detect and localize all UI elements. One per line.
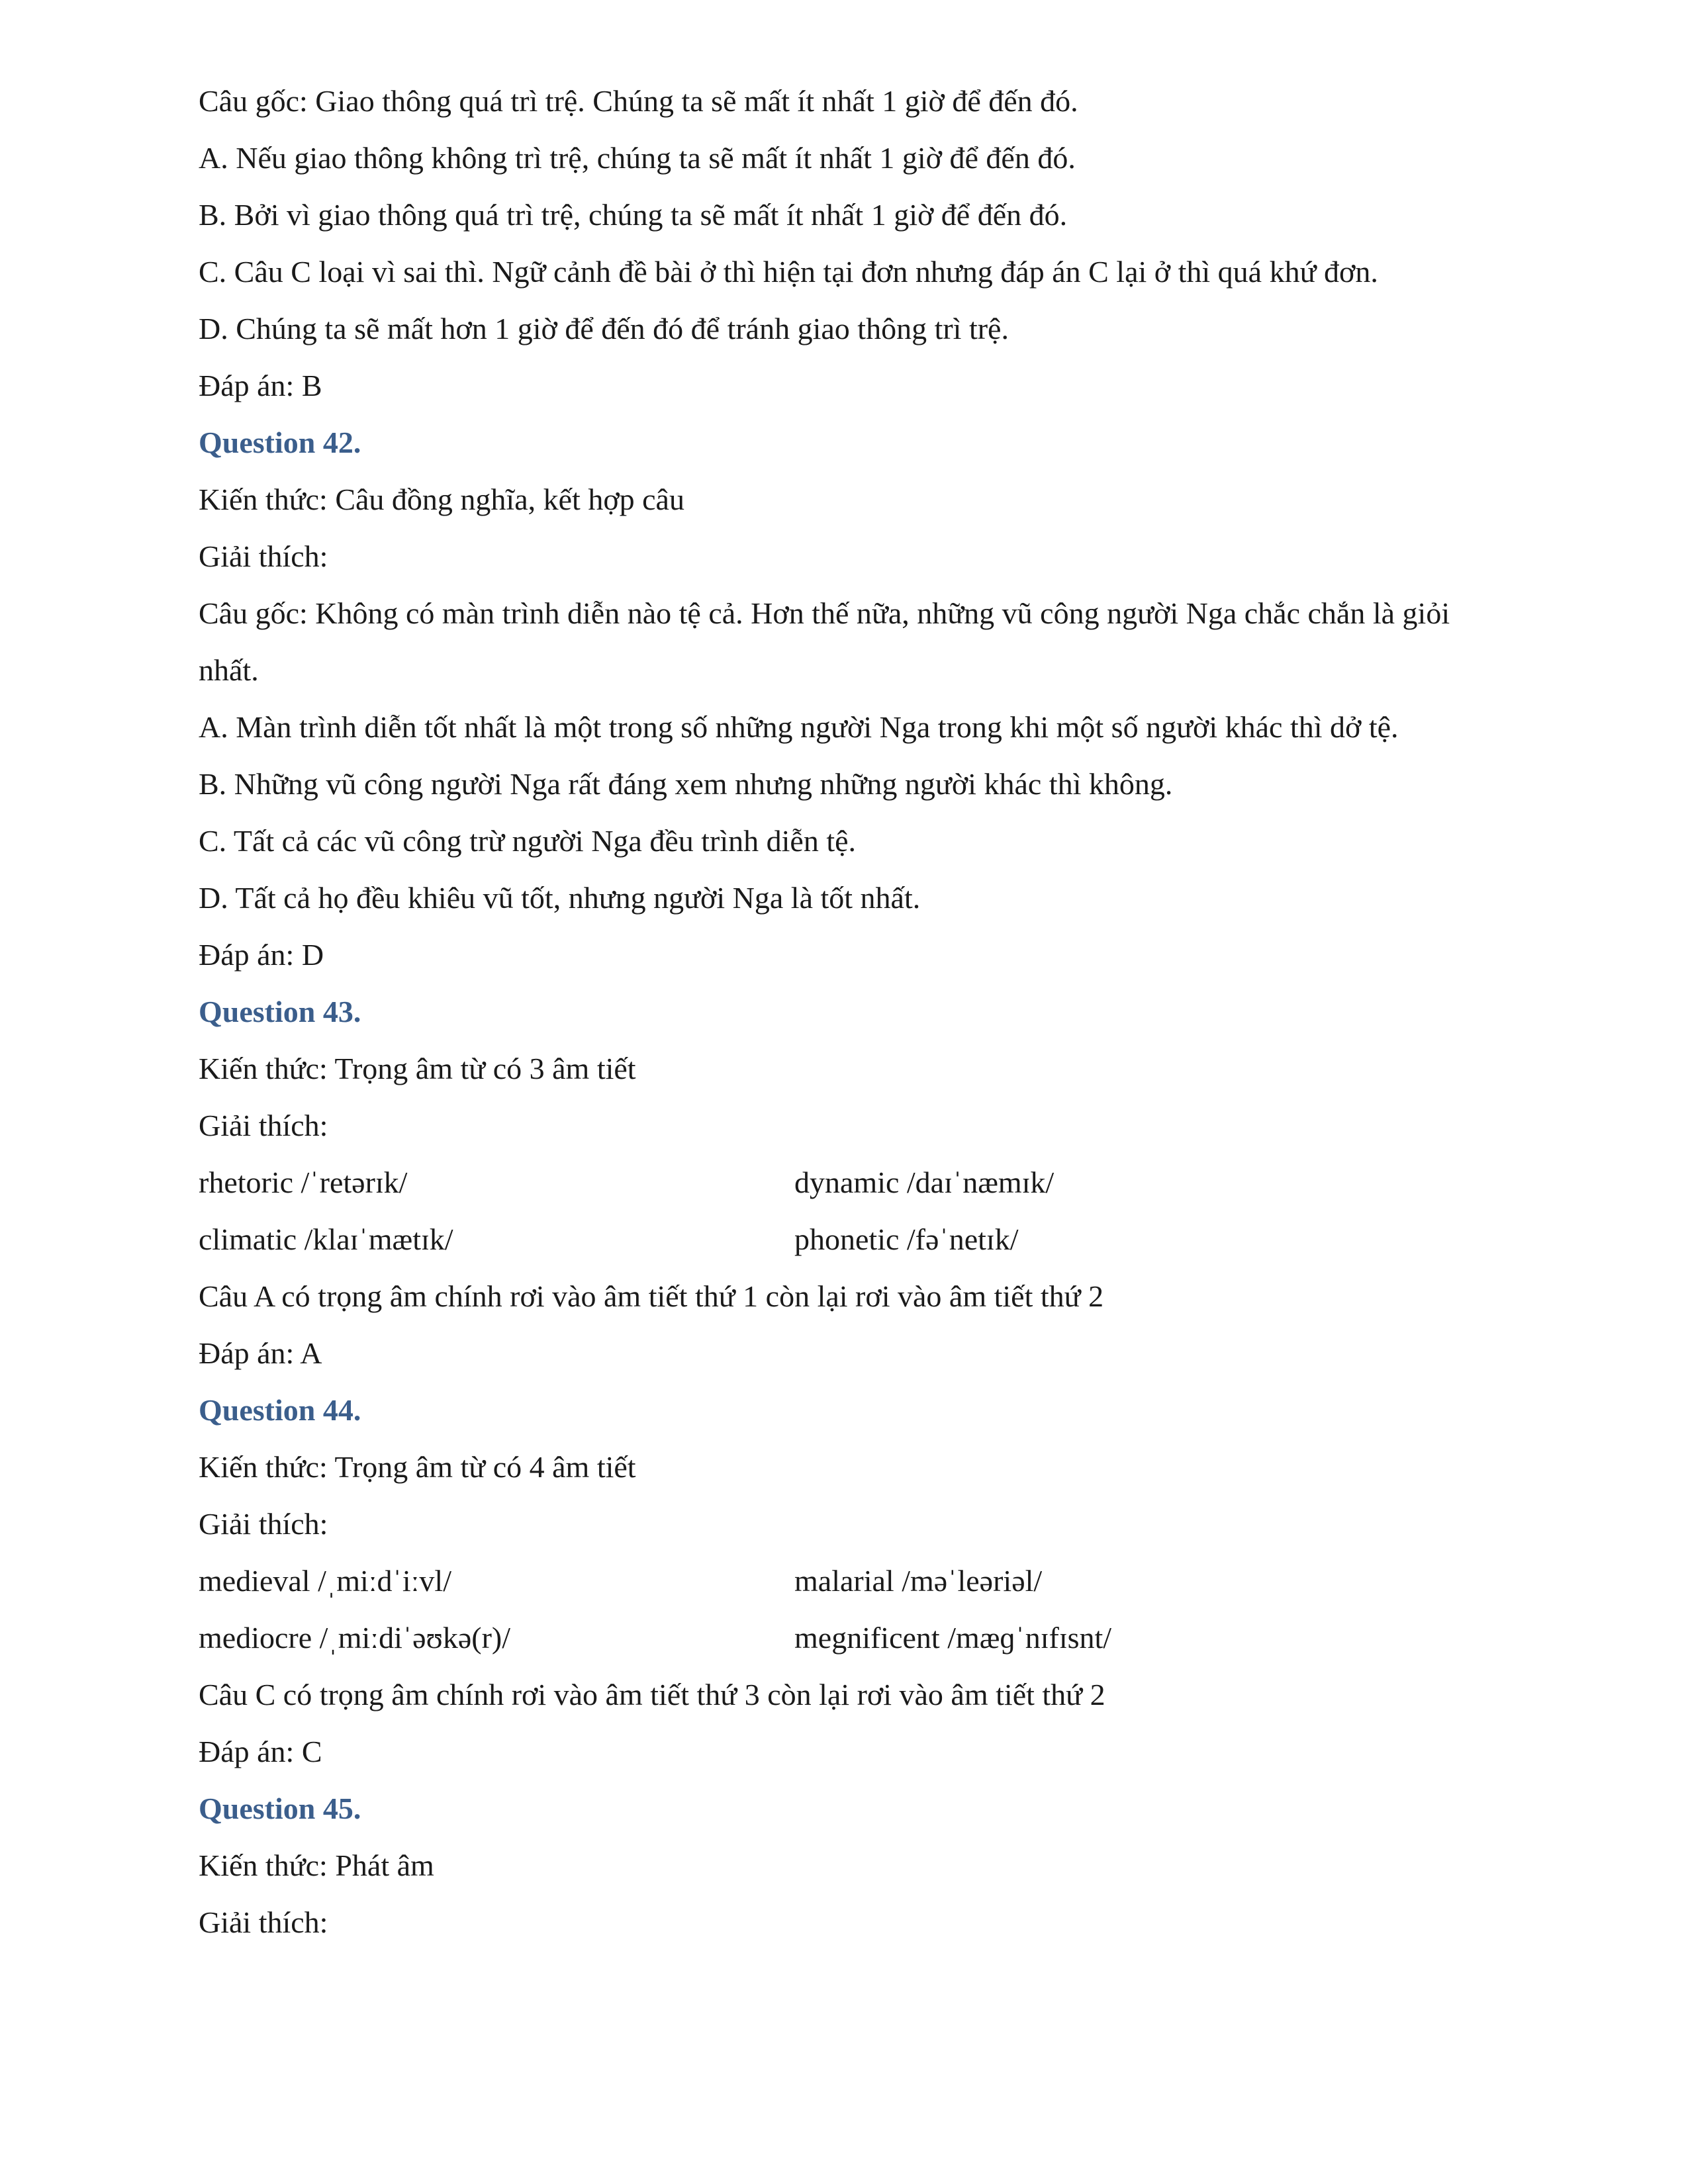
intro-answer: Đáp án: B <box>199 369 322 402</box>
intro-option-c: C. Câu C loại vì sai thì. Ngữ cảnh đề bài ở thì hiện tại đơn nhưng đáp án C lại ở thì quá khứ đơn. <box>199 255 1378 289</box>
q44-word-b: malarial /məˈleəriəl/ <box>794 1564 1043 1598</box>
q43-word-c: climatic /klaɪˈmætɪk/ <box>199 1222 453 1256</box>
q42-knowledge: Kiến thức: Câu đồng nghĩa, kết hợp câu <box>199 482 684 516</box>
question-42-heading: Question 42. <box>199 426 361 459</box>
question-43-heading: Question 43. <box>199 995 361 1028</box>
q42-answer: Đáp án: D <box>199 938 324 972</box>
q44-word-c: mediocre /ˌmiːdiˈəʊkə(r)/ <box>199 1621 510 1655</box>
q44-knowledge: Kiến thức: Trọng âm từ có 4 âm tiết <box>199 1450 636 1484</box>
q42-explain-label: Giải thích: <box>199 539 328 573</box>
q43-word-b: dynamic /daɪˈnæmɪk/ <box>794 1165 1055 1199</box>
q43-answer: Đáp án: A <box>199 1336 322 1370</box>
intro-source-sentence: Câu gốc: Giao thông quá trì trệ. Chúng ta sẽ mất ít nhất 1 giờ để đến đó. <box>199 84 1078 118</box>
q45-explain-label: Giải thích: <box>199 1905 328 1939</box>
q43-word-row <box>199 1211 1523 1268</box>
q42-option-a: A. Màn trình diễn tốt nhất là một trong số những người Nga trong khi một số người khác thì dở tệ. <box>199 710 1399 744</box>
q43-word-d: phonetic /fəˈnetɪk/ <box>794 1222 1019 1256</box>
intro-option-a: A. Nếu giao thông không trì trệ, chúng ta sẽ mất ít nhất 1 giờ để đến đó. <box>199 141 1076 175</box>
q42-option-b: B. Những vũ công người Nga rất đáng xem nhưng những người khác thì không. <box>199 767 1173 801</box>
q45-knowledge: Kiến thức: Phát âm <box>199 1848 434 1882</box>
q42-option-c: C. Tất cả các vũ công trừ người Nga đều trình diễn tệ. <box>199 824 857 858</box>
q43-word-row <box>199 1154 1523 1211</box>
question-44-heading: Question 44. <box>199 1393 361 1427</box>
q43-word-a: rhetoric /ˈretərɪk/ <box>199 1165 408 1199</box>
q43-explain-label: Giải thích: <box>199 1109 328 1142</box>
q43-knowledge: Kiến thức: Trọng âm từ có 3 âm tiết <box>199 1052 636 1085</box>
q44-word-row <box>199 1610 1523 1666</box>
document-body <box>199 73 1523 1951</box>
q44-explain-label: Giải thích: <box>199 1507 328 1541</box>
intro-option-b: B. Bởi vì giao thông quá trì trệ, chúng ta sẽ mất ít nhất 1 giờ để đến đó. <box>199 198 1068 232</box>
q42-source-sentence: Câu gốc: Không có màn trình diễn nào tệ cả. Hơn thế nữa, những vũ công người Nga chắc chắn là giỏi nhất. <box>199 596 1450 687</box>
q44-answer: Đáp án: C <box>199 1735 322 1768</box>
q44-note: Câu C có trọng âm chính rơi vào âm tiết thứ 3 còn lại rơi vào âm tiết thứ 2 <box>199 1678 1105 1711</box>
q42-option-d: D. Tất cả họ đều khiêu vũ tốt, nhưng người Nga là tốt nhất. <box>199 881 921 915</box>
q44-word-d: megnificent /mæɡˈnɪfɪsnt/ <box>794 1621 1112 1655</box>
q43-note: Câu A có trọng âm chính rơi vào âm tiết thứ 1 còn lại rơi vào âm tiết thứ 2 <box>199 1279 1104 1313</box>
intro-option-d: D. Chúng ta sẽ mất hơn 1 giờ để đến đó để tránh giao thông trì trệ. <box>199 312 1009 345</box>
q44-word-row <box>199 1553 1523 1610</box>
q44-word-a: medieval /ˌmiːdˈiːvl/ <box>199 1564 451 1598</box>
question-45-heading: Question 45. <box>199 1792 361 1825</box>
